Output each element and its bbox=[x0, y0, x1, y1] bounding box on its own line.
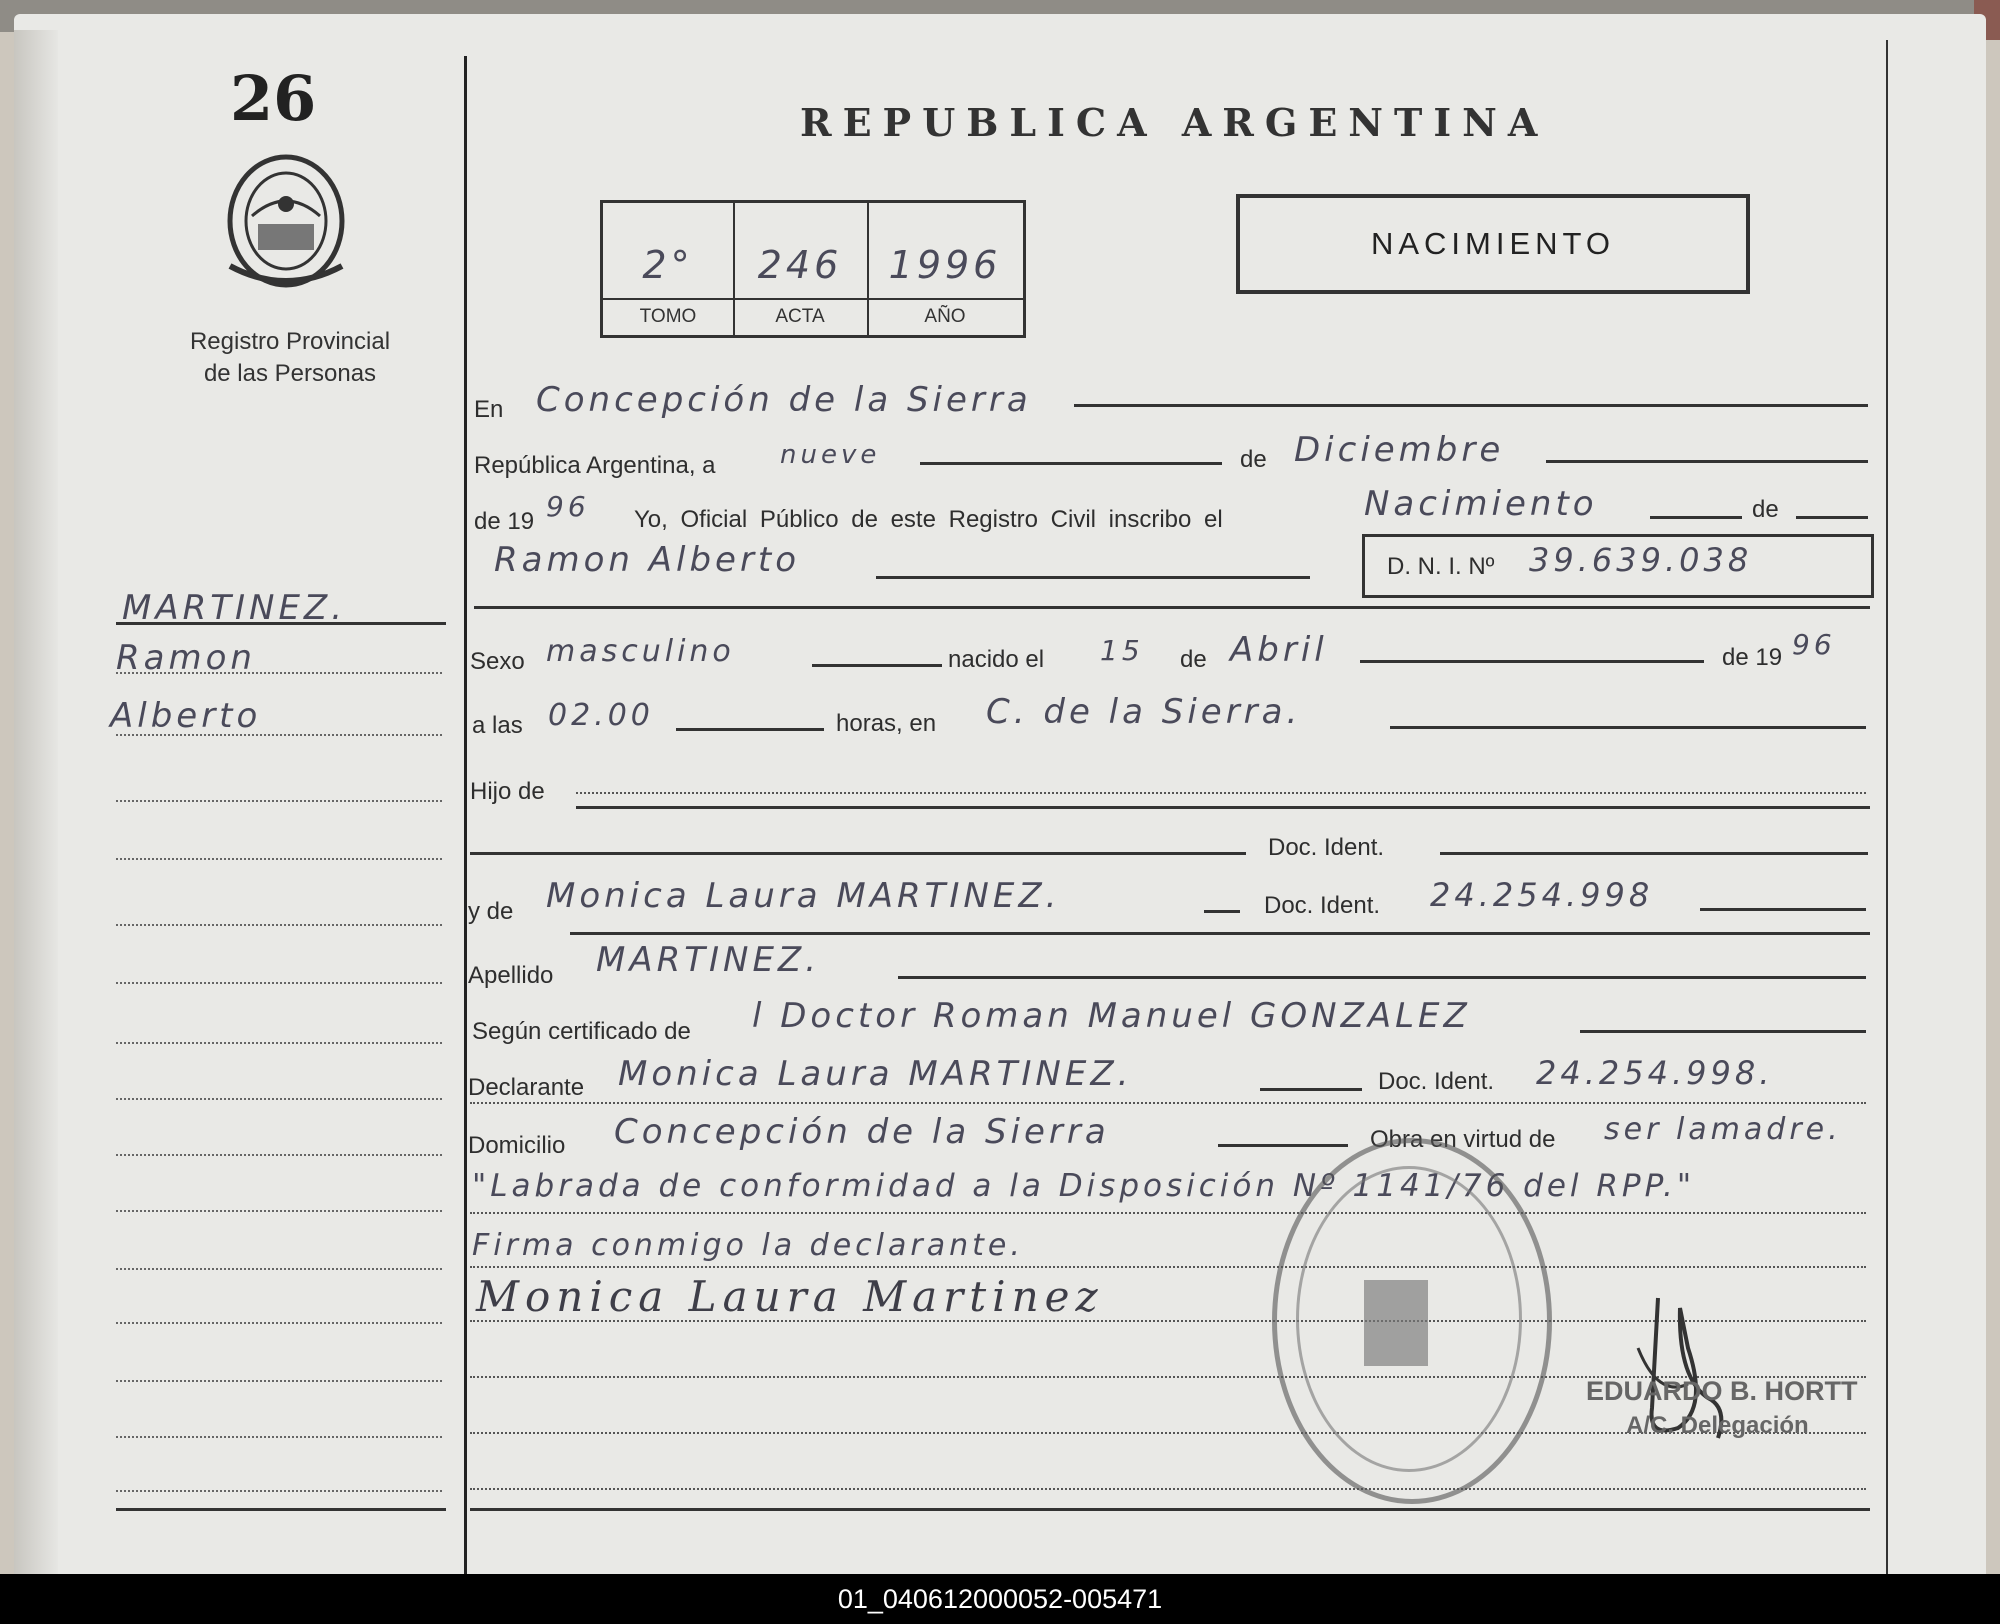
line bbox=[1546, 460, 1868, 463]
stub-line bbox=[116, 800, 442, 802]
line bbox=[1796, 516, 1868, 519]
stub-given-name-2: Alberto bbox=[110, 696, 262, 736]
declarant-signature: Monica Laura Martinez bbox=[476, 1272, 1104, 1321]
sexo-label: Sexo bbox=[470, 648, 525, 675]
registry-line-1: Registro Provincial bbox=[189, 328, 391, 355]
declarante-label: Declarante bbox=[468, 1074, 585, 1101]
record-reference-box bbox=[600, 200, 1026, 338]
birth-month: Abril bbox=[1230, 630, 1328, 670]
stub-line bbox=[116, 1042, 442, 1044]
line bbox=[876, 576, 1310, 579]
page-number: 26 bbox=[230, 62, 317, 135]
bottom-rule bbox=[470, 1508, 1870, 1511]
line bbox=[470, 1212, 1866, 1214]
person-name: Ramon Alberto bbox=[494, 540, 801, 580]
apellido-label: Apellido bbox=[468, 962, 554, 989]
stub-line bbox=[116, 1098, 442, 1100]
provincial-seal-icon bbox=[216, 146, 356, 296]
line bbox=[470, 1102, 1866, 1104]
stub-line bbox=[116, 1490, 442, 1492]
de-label-3: de bbox=[1180, 646, 1207, 673]
stub-line bbox=[116, 924, 442, 926]
yde-label: y de bbox=[468, 898, 514, 925]
stub-line bbox=[116, 1436, 442, 1438]
line bbox=[1360, 660, 1704, 663]
place-value: Concepción de la Sierra bbox=[536, 380, 1032, 420]
domicilio-value: Concepción de la Sierra bbox=[614, 1112, 1110, 1152]
line bbox=[470, 1266, 1866, 1268]
officer-title-stamp: A/C. Delegación bbox=[1626, 1412, 1809, 1439]
line bbox=[1390, 726, 1866, 729]
tomo-value: 2° bbox=[642, 243, 694, 287]
sexo-value: masculino bbox=[546, 634, 735, 669]
alas-label: a las bbox=[472, 712, 523, 739]
stub-line bbox=[116, 672, 442, 674]
line bbox=[1650, 516, 1742, 519]
de19-label-2: de 19 bbox=[1722, 644, 1783, 671]
section-rule bbox=[576, 806, 1870, 809]
line bbox=[1074, 404, 1868, 407]
registry-name bbox=[150, 326, 430, 390]
oficial-text: Yo, Oficial Público de este Registro Civil inscribo el bbox=[634, 506, 1223, 533]
declarante-value: Monica Laura MARTINEZ. bbox=[618, 1054, 1133, 1094]
stub-given-name-1: Ramon bbox=[116, 638, 256, 678]
domicilio-label: Domicilio bbox=[468, 1132, 566, 1159]
line bbox=[1580, 1030, 1866, 1033]
anio-value: 1996 bbox=[888, 243, 1002, 287]
line bbox=[1700, 908, 1866, 911]
line bbox=[576, 792, 1866, 794]
note-line-2: Firma conmigo la declarante. bbox=[472, 1228, 1024, 1263]
year-value: 96 bbox=[546, 490, 590, 523]
birth-place: C. de la Sierra. bbox=[986, 692, 1302, 732]
segun-label: Según certificado de bbox=[472, 1018, 691, 1045]
stub-surname: MARTINEZ. bbox=[122, 588, 347, 628]
month-value: Diciembre bbox=[1294, 430, 1505, 470]
officer-name-stamp: EDUARDO B. HORTT bbox=[1586, 1376, 1858, 1406]
republica-label: República Argentina, a bbox=[474, 452, 716, 479]
line bbox=[470, 1488, 1866, 1490]
de-label-2: de bbox=[1752, 496, 1779, 523]
dni-box bbox=[1362, 534, 1874, 598]
book-spine-shadow bbox=[14, 30, 58, 1574]
line bbox=[470, 852, 1246, 855]
line bbox=[1204, 910, 1240, 913]
nacido-label: nacido el bbox=[948, 646, 1045, 673]
record-type-box: NACIMIENTO bbox=[1236, 194, 1750, 294]
line bbox=[812, 664, 942, 667]
stub-line bbox=[116, 1210, 442, 1212]
stub-rule bbox=[116, 622, 446, 625]
stub-line bbox=[116, 1380, 442, 1382]
declarante-doc-label: Doc. Ident. bbox=[1378, 1068, 1495, 1095]
tomo-cell bbox=[603, 203, 735, 335]
section-rule bbox=[474, 606, 1870, 609]
anio-label: AÑO bbox=[867, 298, 1023, 328]
stub-line bbox=[116, 734, 442, 736]
declarante-doc: 24.254.998. bbox=[1536, 1054, 1774, 1092]
acta-label: ACTA bbox=[733, 298, 867, 328]
obra-label: Obra en virtud de bbox=[1370, 1126, 1556, 1153]
en-label: En bbox=[474, 396, 504, 423]
anio-cell bbox=[867, 203, 1023, 335]
line bbox=[1260, 1088, 1362, 1091]
acta-value: 246 bbox=[757, 243, 843, 287]
birth-day: 15 bbox=[1100, 634, 1144, 667]
section-rule bbox=[570, 932, 1870, 935]
certificado-value: l Doctor Roman Manuel GONZALEZ bbox=[752, 996, 1471, 1036]
page-right-edge bbox=[1886, 40, 1888, 1574]
tomo-label: TOMO bbox=[603, 298, 733, 328]
stub-line bbox=[116, 1322, 442, 1324]
note-line-1: "Labrada de conformidad a la Disposición Nº 1141/76 del RPP." bbox=[472, 1168, 1696, 1204]
stub-line bbox=[116, 1154, 442, 1156]
stub-line bbox=[116, 1268, 442, 1270]
acta-cell bbox=[733, 203, 869, 335]
stub-line bbox=[116, 858, 442, 860]
dni-label: D. N. I. Nº bbox=[1387, 553, 1495, 580]
line bbox=[920, 462, 1222, 465]
birth-year: 96 bbox=[1792, 628, 1836, 661]
birth-time: 02.00 bbox=[548, 698, 654, 733]
official-seal-emblem bbox=[1364, 1280, 1428, 1366]
mother-name: Monica Laura MARTINEZ. bbox=[546, 876, 1061, 916]
hijo-label: Hijo de bbox=[470, 778, 545, 805]
dni-value: 39.639.038 bbox=[1529, 541, 1753, 579]
apellido-value: MARTINEZ. bbox=[596, 940, 821, 980]
horas-label: horas, en bbox=[836, 710, 937, 737]
father-doc-label: Doc. Ident. bbox=[1268, 834, 1385, 861]
line bbox=[1218, 1144, 1348, 1147]
de19-label: de 19 bbox=[474, 508, 535, 535]
line bbox=[676, 728, 824, 731]
line bbox=[898, 976, 1866, 979]
stub-line bbox=[116, 982, 442, 984]
stub-divider bbox=[464, 56, 467, 1574]
line bbox=[1440, 852, 1868, 855]
mother-doc-label: Doc. Ident. bbox=[1264, 892, 1381, 919]
day-value: nueve bbox=[780, 440, 881, 470]
mother-doc: 24.254.998 bbox=[1430, 876, 1654, 914]
document-title: REPUBLICA ARGENTINA bbox=[800, 100, 1549, 145]
act-value: Nacimiento bbox=[1364, 484, 1598, 524]
de-label: de bbox=[1240, 446, 1267, 473]
registry-line-2: de las Personas bbox=[203, 360, 377, 387]
stub-bottom-rule bbox=[116, 1508, 446, 1511]
obra-value: ser lamadre. bbox=[1604, 1112, 1842, 1147]
image-code-caption: 01_040612000052-005471 bbox=[0, 1574, 2000, 1624]
